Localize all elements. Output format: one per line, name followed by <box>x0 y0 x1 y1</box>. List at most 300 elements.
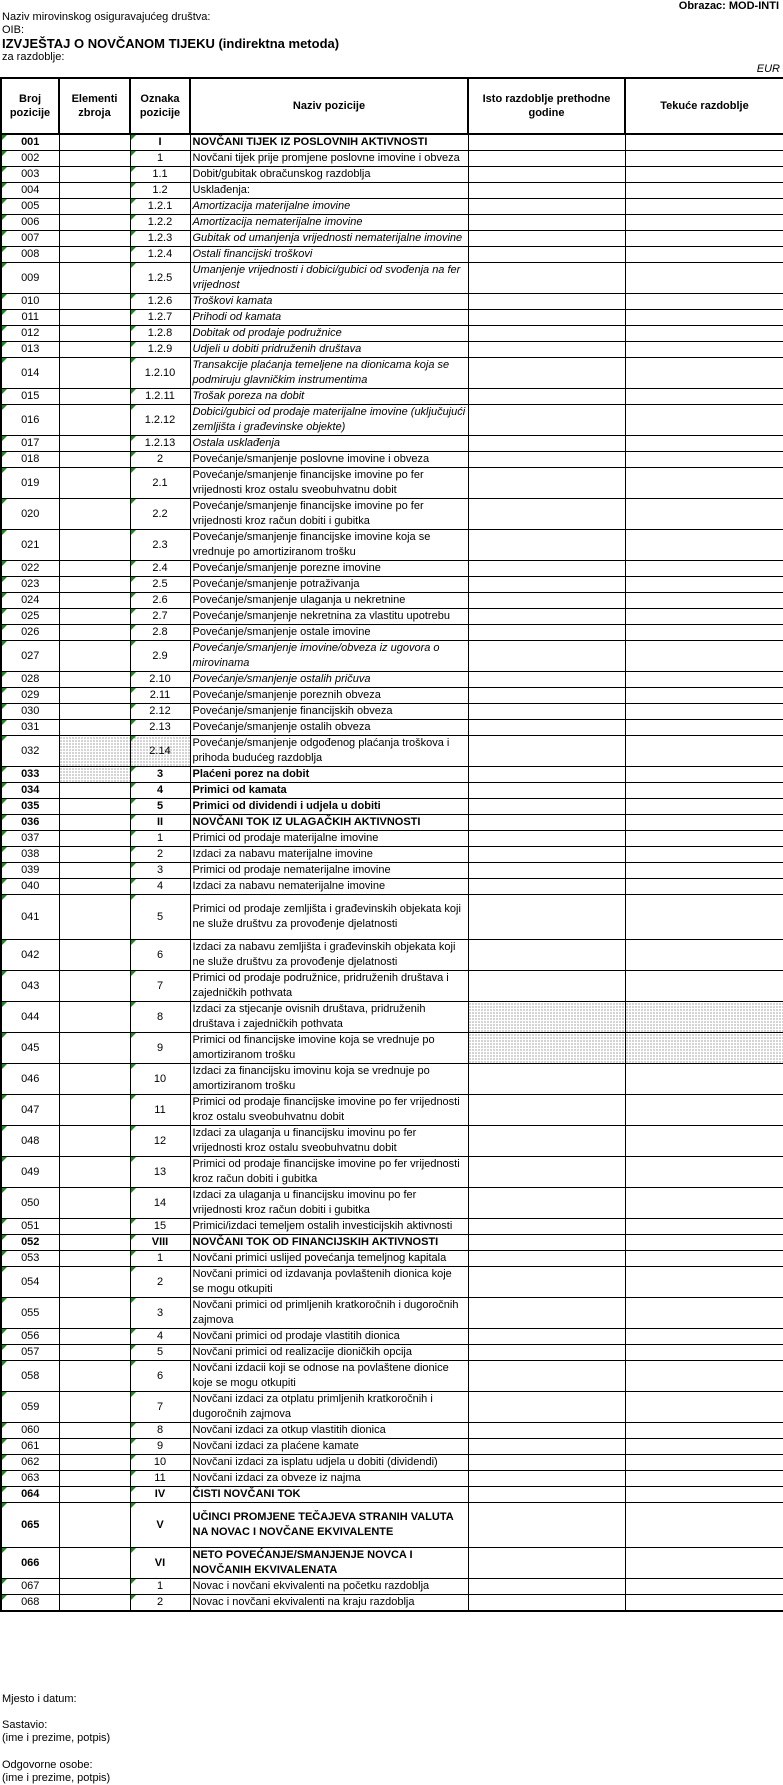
sum-elements-cell[interactable] <box>59 1439 130 1455</box>
sum-elements-cell[interactable] <box>59 530 130 561</box>
sum-elements-cell[interactable] <box>59 561 130 577</box>
sum-elements-cell[interactable] <box>59 672 130 688</box>
sum-elements-cell[interactable] <box>59 499 130 530</box>
current-period-value[interactable] <box>625 1157 783 1188</box>
current-period-value[interactable] <box>625 1219 783 1235</box>
current-period-value[interactable] <box>625 672 783 688</box>
previous-period-value[interactable] <box>468 134 625 151</box>
previous-period-value[interactable] <box>468 499 625 530</box>
compiled-by-label: Sastavio: <box>2 1719 48 1731</box>
position-number: 009 <box>1 263 59 294</box>
position-name: Izdaci za nabavu zemljišta i građevinskih objekata koji ne služe društvu za provođenje djelatnosti <box>190 940 468 971</box>
current-period-value[interactable] <box>625 499 783 530</box>
current-period-value[interactable] <box>625 358 783 389</box>
position-name: Novčani tijek prije promjene poslovne imovine i obveza <box>190 151 468 167</box>
sum-elements-cell[interactable] <box>59 688 130 704</box>
position-name: Novčani primici od primljenih kratkoročnih i dugoročnih zajmova <box>190 1298 468 1329</box>
position-number: 045 <box>1 1033 59 1064</box>
sum-elements-cell[interactable] <box>59 1126 130 1157</box>
position-name: Povećanje/smanjenje financijske imovine po fer vrijednosti kroz ostalu sveobuhvatnu dobit <box>190 468 468 499</box>
current-period-value[interactable] <box>625 389 783 405</box>
sum-elements-cell[interactable] <box>59 879 130 895</box>
sum-elements-cell[interactable] <box>59 609 130 625</box>
current-period-value[interactable] <box>625 736 783 767</box>
previous-period-value[interactable] <box>468 593 625 609</box>
previous-period-value[interactable] <box>468 389 625 405</box>
position-name: Novčani izdaci za otkup vlastitih dionica <box>190 1423 468 1439</box>
previous-period-value[interactable] <box>468 1392 625 1423</box>
current-period-value[interactable] <box>625 1392 783 1423</box>
previous-period-value[interactable] <box>468 1064 625 1095</box>
previous-period-value[interactable] <box>468 1329 625 1345</box>
previous-period-value[interactable] <box>468 310 625 326</box>
current-period-value[interactable] <box>625 1251 783 1267</box>
previous-period-value[interactable] <box>468 452 625 468</box>
previous-period-value[interactable] <box>468 783 625 799</box>
sum-elements-cell[interactable] <box>59 1235 130 1251</box>
current-period-value[interactable] <box>625 1455 783 1471</box>
current-period-value[interactable] <box>625 310 783 326</box>
sum-elements-cell[interactable] <box>59 1064 130 1095</box>
sum-elements-cell[interactable] <box>59 767 130 783</box>
current-period-value[interactable] <box>625 641 783 672</box>
sum-elements-cell[interactable] <box>59 405 130 436</box>
sum-elements-cell[interactable] <box>59 641 130 672</box>
position-code: 2.2 <box>130 499 190 530</box>
oib-label: OIB: <box>2 24 25 36</box>
previous-period-value[interactable] <box>468 1345 625 1361</box>
position-number: 030 <box>1 704 59 720</box>
table-row <box>1 1329 783 1345</box>
current-period-value[interactable] <box>625 1487 783 1503</box>
position-code: 2.4 <box>130 561 190 577</box>
previous-period-value[interactable] <box>468 1579 625 1595</box>
position-code: 8 <box>130 1423 190 1439</box>
sum-elements-cell[interactable] <box>59 215 130 231</box>
current-period-value[interactable] <box>625 405 783 436</box>
position-number: 038 <box>1 847 59 863</box>
position-number: 033 <box>1 767 59 783</box>
sum-elements-cell[interactable] <box>59 468 130 499</box>
previous-period-value[interactable] <box>468 1235 625 1251</box>
previous-period-value[interactable] <box>468 561 625 577</box>
sum-elements-cell[interactable] <box>59 720 130 736</box>
current-period-value[interactable] <box>625 167 783 183</box>
previous-period-value[interactable] <box>468 971 625 1002</box>
current-period-value[interactable] <box>625 1471 783 1487</box>
sum-elements-cell[interactable] <box>59 1033 130 1064</box>
previous-period-value[interactable] <box>468 815 625 831</box>
sum-elements-cell[interactable] <box>59 1345 130 1361</box>
position-code: 1 <box>130 151 190 167</box>
previous-period-value[interactable] <box>468 1188 625 1219</box>
current-period-value[interactable] <box>625 530 783 561</box>
current-period-value[interactable] <box>625 1095 783 1126</box>
position-number: 031 <box>1 720 59 736</box>
current-period-value[interactable] <box>625 704 783 720</box>
previous-period-value[interactable] <box>468 342 625 358</box>
position-number: 059 <box>1 1392 59 1423</box>
table-row <box>1 1267 783 1298</box>
previous-period-value[interactable] <box>468 326 625 342</box>
cash-flow-table <box>0 77 783 1612</box>
position-name: NOVČANI TIJEK IZ POSLOVNIH AKTIVNOSTI <box>190 134 468 151</box>
position-code: 1.1 <box>130 167 190 183</box>
current-period-value[interactable] <box>625 609 783 625</box>
sum-elements-cell[interactable] <box>59 1361 130 1392</box>
position-code: 10 <box>130 1455 190 1471</box>
position-number: 006 <box>1 215 59 231</box>
sum-elements-cell[interactable] <box>59 342 130 358</box>
previous-period-value[interactable] <box>468 1033 625 1064</box>
current-period-value[interactable] <box>625 1126 783 1157</box>
position-code: 11 <box>130 1095 190 1126</box>
position-name: Povećanje/smanjenje ostalih obveza <box>190 720 468 736</box>
position-number: 049 <box>1 1157 59 1188</box>
previous-period-value[interactable] <box>468 1361 625 1392</box>
table-row <box>1 294 783 310</box>
sum-elements-cell[interactable] <box>59 436 130 452</box>
table-row <box>1 1579 783 1595</box>
sum-elements-cell[interactable] <box>59 1219 130 1235</box>
current-period-value[interactable] <box>625 263 783 294</box>
sum-elements-cell[interactable] <box>59 294 130 310</box>
position-code: 1.2.11 <box>130 389 190 405</box>
previous-period-value[interactable] <box>468 704 625 720</box>
position-name: NETO POVEĆANJE/SMANJENJE NOVCA I NOVČANIH EKVIVALENATA <box>190 1548 468 1579</box>
sum-elements-cell[interactable] <box>59 167 130 183</box>
sum-elements-cell[interactable] <box>59 625 130 641</box>
sum-elements-cell[interactable] <box>59 704 130 720</box>
sum-elements-cell[interactable] <box>59 940 130 971</box>
previous-period-value[interactable] <box>468 831 625 847</box>
table-row <box>1 1157 783 1188</box>
current-period-value[interactable] <box>625 895 783 940</box>
position-number: 042 <box>1 940 59 971</box>
position-number: 062 <box>1 1455 59 1471</box>
current-period-value[interactable] <box>625 971 783 1002</box>
position-name: Izdaci za financijsku imovinu koja se vrednuje po amortiziranom trošku <box>190 1064 468 1095</box>
previous-period-value[interactable] <box>468 1219 625 1235</box>
current-period-value[interactable] <box>625 847 783 863</box>
sum-elements-cell[interactable] <box>59 1595 130 1612</box>
position-name: Povećanje/smanjenje nekretnina za vlastitu upotrebu <box>190 609 468 625</box>
sum-elements-cell[interactable] <box>59 863 130 879</box>
table-row <box>1 247 783 263</box>
position-number: 043 <box>1 971 59 1002</box>
current-period-value[interactable] <box>625 215 783 231</box>
previous-period-value[interactable] <box>468 167 625 183</box>
current-period-value[interactable] <box>625 1503 783 1548</box>
previous-period-value[interactable] <box>468 1298 625 1329</box>
current-period-value[interactable] <box>625 452 783 468</box>
previous-period-value[interactable] <box>468 1487 625 1503</box>
previous-period-value[interactable] <box>468 1126 625 1157</box>
position-name: Povećanje/smanjenje ulaganja u nekretnine <box>190 593 468 609</box>
table-row <box>1 1345 783 1361</box>
current-period-value[interactable] <box>625 436 783 452</box>
sum-elements-cell[interactable] <box>59 1487 130 1503</box>
previous-period-value[interactable] <box>468 1423 625 1439</box>
sum-elements-cell[interactable] <box>59 358 130 389</box>
current-period-value[interactable] <box>625 342 783 358</box>
table-row <box>1 879 783 895</box>
previous-period-value[interactable] <box>468 215 625 231</box>
form-code: Obrazac: MOD-INTI <box>678 0 779 12</box>
sum-elements-cell[interactable] <box>59 452 130 468</box>
sum-elements-cell[interactable] <box>59 847 130 863</box>
sum-elements-cell[interactable] <box>59 1298 130 1329</box>
position-name: Povećanje/smanjenje financijske imovine po fer vrijednosti kroz račun dobiti i gubitka <box>190 499 468 530</box>
position-code: 2.8 <box>130 625 190 641</box>
position-name: Novčani izdaci za otplatu primljenih kratkoročnih i dugoročnih zajmova <box>190 1392 468 1423</box>
previous-period-value[interactable] <box>468 863 625 879</box>
position-code: 4 <box>130 1329 190 1345</box>
current-period-value[interactable] <box>625 1064 783 1095</box>
position-number: 007 <box>1 231 59 247</box>
sum-elements-cell[interactable] <box>59 199 130 215</box>
current-period-value[interactable] <box>625 720 783 736</box>
current-period-value[interactable] <box>625 1188 783 1219</box>
current-period-value[interactable] <box>625 577 783 593</box>
previous-period-value[interactable] <box>468 1548 625 1579</box>
table-row <box>1 358 783 389</box>
current-period-value[interactable] <box>625 326 783 342</box>
table-row <box>1 1095 783 1126</box>
current-period-value[interactable] <box>625 831 783 847</box>
table-row <box>1 1033 783 1064</box>
previous-period-value[interactable] <box>468 799 625 815</box>
table-row <box>1 436 783 452</box>
previous-period-value[interactable] <box>468 736 625 767</box>
position-number: 014 <box>1 358 59 389</box>
sum-elements-cell[interactable] <box>59 1548 130 1579</box>
position-name: Primici od dividendi i udjela u dobiti <box>190 799 468 815</box>
current-period-value[interactable] <box>625 134 783 151</box>
current-period-value[interactable] <box>625 1595 783 1612</box>
sum-elements-cell[interactable] <box>59 1455 130 1471</box>
current-period-value[interactable] <box>625 940 783 971</box>
position-name: NOVČANI TOK IZ ULAGAČKIH AKTIVNOSTI <box>190 815 468 831</box>
sum-elements-cell[interactable] <box>59 1251 130 1267</box>
previous-period-value[interactable] <box>468 294 625 310</box>
previous-period-value[interactable] <box>468 151 625 167</box>
previous-period-value[interactable] <box>468 767 625 783</box>
position-code: 1 <box>130 1579 190 1595</box>
place-date-label: Mjesto i datum: <box>2 1693 77 1705</box>
previous-period-value[interactable] <box>468 436 625 452</box>
position-code: 2.14 <box>130 736 190 767</box>
position-name: Primici od prodaje materijalne imovine <box>190 831 468 847</box>
current-period-value[interactable] <box>625 231 783 247</box>
sum-elements-cell[interactable] <box>59 577 130 593</box>
position-number: 001 <box>1 134 59 151</box>
sum-elements-cell[interactable] <box>59 263 130 294</box>
previous-period-value[interactable] <box>468 468 625 499</box>
previous-period-value[interactable] <box>468 1002 625 1033</box>
previous-period-value[interactable] <box>468 577 625 593</box>
sum-elements-cell[interactable] <box>59 310 130 326</box>
sum-elements-cell[interactable] <box>59 1157 130 1188</box>
position-name: Dobici/gubici od prodaje materijalne imovine (uključujući zemljišta i građevinske objekte) <box>190 405 468 436</box>
current-period-value[interactable] <box>625 1002 783 1033</box>
previous-period-value[interactable] <box>468 1471 625 1487</box>
table-row <box>1 688 783 704</box>
sum-elements-cell[interactable] <box>59 1503 130 1548</box>
sum-elements-cell[interactable] <box>59 231 130 247</box>
current-period-value[interactable] <box>625 294 783 310</box>
table-row <box>1 895 783 940</box>
previous-period-value[interactable] <box>468 720 625 736</box>
position-number: 018 <box>1 452 59 468</box>
position-code: 4 <box>130 783 190 799</box>
previous-period-value[interactable] <box>468 183 625 199</box>
current-period-value[interactable] <box>625 1329 783 1345</box>
table-row <box>1 1392 783 1423</box>
sum-elements-cell[interactable] <box>59 1095 130 1126</box>
current-period-value[interactable] <box>625 1298 783 1329</box>
position-number: 016 <box>1 405 59 436</box>
position-code: 6 <box>130 1361 190 1392</box>
previous-period-value[interactable] <box>468 1439 625 1455</box>
current-period-value[interactable] <box>625 593 783 609</box>
current-period-value[interactable] <box>625 815 783 831</box>
sum-elements-cell[interactable] <box>59 783 130 799</box>
sum-elements-cell[interactable] <box>59 1188 130 1219</box>
previous-period-value[interactable] <box>468 879 625 895</box>
previous-period-value[interactable] <box>468 1455 625 1471</box>
previous-period-value[interactable] <box>468 1157 625 1188</box>
position-number: 015 <box>1 389 59 405</box>
previous-period-value[interactable] <box>468 672 625 688</box>
previous-period-value[interactable] <box>468 1251 625 1267</box>
sum-elements-cell[interactable] <box>59 134 130 151</box>
previous-period-value[interactable] <box>468 247 625 263</box>
previous-period-value[interactable] <box>468 625 625 641</box>
previous-period-value[interactable] <box>468 263 625 294</box>
previous-period-value[interactable] <box>468 1267 625 1298</box>
current-period-value[interactable] <box>625 879 783 895</box>
period-label: za razdoblje: <box>2 51 65 63</box>
current-period-value[interactable] <box>625 1361 783 1392</box>
table-row <box>1 940 783 971</box>
previous-period-value[interactable] <box>468 358 625 389</box>
position-number: 013 <box>1 342 59 358</box>
sum-elements-cell[interactable] <box>59 1329 130 1345</box>
sum-elements-cell[interactable] <box>59 895 130 940</box>
current-period-value[interactable] <box>625 1548 783 1579</box>
current-period-value[interactable] <box>625 151 783 167</box>
position-number: 060 <box>1 1423 59 1439</box>
position-code: 7 <box>130 1392 190 1423</box>
current-period-value[interactable] <box>625 799 783 815</box>
current-period-value[interactable] <box>625 863 783 879</box>
sum-elements-cell[interactable] <box>59 183 130 199</box>
previous-period-value[interactable] <box>468 530 625 561</box>
position-code: 5 <box>130 799 190 815</box>
sum-elements-cell[interactable] <box>59 1579 130 1595</box>
previous-period-value[interactable] <box>468 1595 625 1612</box>
previous-period-value[interactable] <box>468 609 625 625</box>
current-period-value[interactable] <box>625 783 783 799</box>
sum-elements-cell[interactable] <box>59 1471 130 1487</box>
sum-elements-cell[interactable] <box>59 736 130 767</box>
previous-period-value[interactable] <box>468 641 625 672</box>
previous-period-value[interactable] <box>468 688 625 704</box>
previous-period-value[interactable] <box>468 847 625 863</box>
sum-elements-cell[interactable] <box>59 799 130 815</box>
position-name: Povećanje/smanjenje imovine/obveza iz ugovora o mirovinama <box>190 641 468 672</box>
position-code: 4 <box>130 879 190 895</box>
position-number: 064 <box>1 1487 59 1503</box>
table-row <box>1 1251 783 1267</box>
sum-elements-cell[interactable] <box>59 815 130 831</box>
current-period-value[interactable] <box>625 561 783 577</box>
position-name: Novčani izdaci za obveze iz najma <box>190 1471 468 1487</box>
table-row <box>1 1064 783 1095</box>
current-period-value[interactable] <box>625 1267 783 1298</box>
position-number: 041 <box>1 895 59 940</box>
previous-period-value[interactable] <box>468 1095 625 1126</box>
previous-period-value[interactable] <box>468 1503 625 1548</box>
position-number: 056 <box>1 1329 59 1345</box>
sum-elements-cell[interactable] <box>59 831 130 847</box>
position-code: 1.2.9 <box>130 342 190 358</box>
sum-elements-cell[interactable] <box>59 247 130 263</box>
current-period-value[interactable] <box>625 183 783 199</box>
previous-period-value[interactable] <box>468 199 625 215</box>
current-period-value[interactable] <box>625 625 783 641</box>
position-number: 055 <box>1 1298 59 1329</box>
previous-period-value[interactable] <box>468 231 625 247</box>
sum-elements-cell[interactable] <box>59 971 130 1002</box>
current-period-value[interactable] <box>625 1345 783 1361</box>
sum-elements-cell[interactable] <box>59 151 130 167</box>
sum-elements-cell[interactable] <box>59 1423 130 1439</box>
previous-period-value[interactable] <box>468 940 625 971</box>
position-number: 023 <box>1 577 59 593</box>
table-row <box>1 799 783 815</box>
current-period-value[interactable] <box>625 767 783 783</box>
sum-elements-cell[interactable] <box>59 593 130 609</box>
current-period-value[interactable] <box>625 468 783 499</box>
current-period-value[interactable] <box>625 199 783 215</box>
position-number: 011 <box>1 310 59 326</box>
current-period-value[interactable] <box>625 1579 783 1595</box>
position-code: 3 <box>130 863 190 879</box>
position-code: 1 <box>130 831 190 847</box>
position-number: 058 <box>1 1361 59 1392</box>
current-period-value[interactable] <box>625 688 783 704</box>
sum-elements-cell[interactable] <box>59 1267 130 1298</box>
sum-elements-cell[interactable] <box>59 1392 130 1423</box>
position-code: 2.7 <box>130 609 190 625</box>
sum-elements-cell[interactable] <box>59 326 130 342</box>
current-period-value[interactable] <box>625 1235 783 1251</box>
position-code: 5 <box>130 895 190 940</box>
current-period-value[interactable] <box>625 1423 783 1439</box>
current-period-value[interactable] <box>625 1033 783 1064</box>
position-code: 2.13 <box>130 720 190 736</box>
position-name: Povećanje/smanjenje ostale imovine <box>190 625 468 641</box>
position-code: 1.2 <box>130 183 190 199</box>
previous-period-value[interactable] <box>468 405 625 436</box>
current-period-value[interactable] <box>625 1439 783 1455</box>
previous-period-value[interactable] <box>468 895 625 940</box>
sum-elements-cell[interactable] <box>59 1002 130 1033</box>
sum-elements-cell[interactable] <box>59 389 130 405</box>
current-period-value[interactable] <box>625 247 783 263</box>
